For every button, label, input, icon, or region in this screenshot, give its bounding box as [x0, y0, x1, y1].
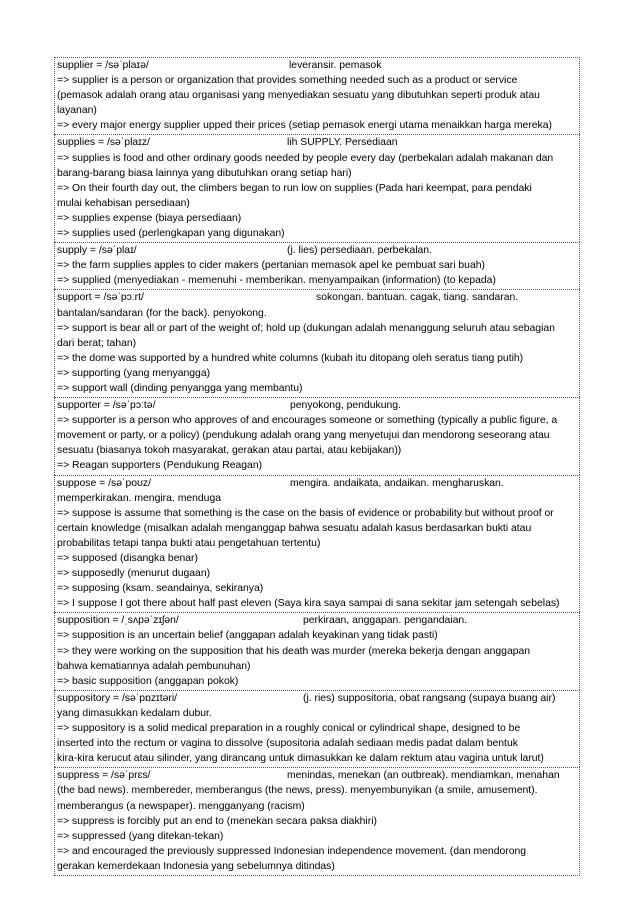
entry-header — [57, 243, 577, 258]
entry-text-line: => support wall (dinding penyangga yang membantu) — [57, 382, 303, 394]
entry-headword: supporter = /səˈpɔːtə/ — [57, 400, 156, 412]
entry-text-line: => I suppose I got there about half past eleven (Saya kira saya sampai di sana sekitar jam setengah sebelas) — [57, 598, 560, 610]
dictionary-entry — [54, 475, 580, 613]
entry-headword: support = /səˈpɔːrt/ — [57, 292, 144, 304]
dictionary-entry — [54, 397, 580, 474]
entry-header — [57, 290, 577, 305]
entry-text-line: => the farm supplies apples to cider makers (pertanian memasok apel ke pembuat sari buah) — [57, 260, 485, 272]
entry-definition: perkiraan, anggapan. pengandaian. — [303, 615, 468, 627]
entry-text-line: => Reagan supporters (Pendukung Reagan) — [57, 460, 263, 472]
entry-text-line: => basic supposition (anggapan pokok) — [57, 675, 239, 687]
entry-text-line: dari berat; tahan) — [57, 337, 137, 349]
entry-text-line: (pemasok adalah orang atau organisasi yang menyediakan sesuatu yang dibutuhkan seperti produk atau — [57, 90, 540, 102]
entry-text-line: => and encouraged the previously suppressed Indonesian independence movement. (dan mendorong — [57, 845, 527, 857]
entry-text-line: => suppressed (yang ditekan-tekan) — [57, 830, 224, 842]
entry-definition: (j. lies) persediaan. perbekalan. — [287, 245, 432, 257]
dictionary-entry — [54, 767, 580, 876]
entry-text-line: => suppress is forcibly put an end to (menekan secara paksa diakhiri) — [57, 815, 377, 827]
entry-text-line: => suppository is a solid medical preparation in a roughly conical or cylindrical shape, designed to be — [57, 723, 521, 735]
entry-text-line: yang dimasukkan kedalam dubur. — [57, 707, 212, 719]
entry-definition: menindas, menekan (an outbreak). mendiamkan, menahan — [287, 770, 560, 782]
entry-text-line: => supposedly (menurut dugaan) — [57, 568, 211, 580]
entry-headword: suppository = /səˈpɒzɪtəri/ — [57, 692, 178, 704]
entry-definition: leveransir. pemasok — [289, 60, 382, 71]
dictionary-entry — [54, 134, 580, 242]
entry-header — [57, 768, 577, 783]
entry-text-line: => supplier is a person or organization that provides something needed such as a product or service — [57, 75, 518, 87]
dictionary-entry — [54, 57, 580, 134]
entry-text-line: => suppose is assume that something is the case on the basis of evidence or probability but without proof or — [57, 507, 554, 519]
entry-header — [57, 613, 577, 628]
entry-text-line: bahwa kematiannya adalah pembunuhan) — [57, 660, 251, 672]
entry-headword: supply = /səˈplaɪ/ — [57, 245, 137, 257]
entry-text-line: mulai kehabisan persediaan) — [57, 197, 190, 209]
entry-text-line: gerakan kemerdekaan Indonesia yang sebelumnya ditindas) — [57, 860, 335, 872]
entry-text-line: layanan) — [57, 105, 97, 117]
entry-headword: supplies = /səˈplaɪz/ — [57, 137, 150, 149]
entry-text-line: => supplies is food and other ordinary goods needed by people every day (perbekalan adalah makanan dan — [57, 152, 554, 164]
entry-definition: penyokong, pendukung. — [290, 400, 401, 412]
entry-text-line: bantalan/sandaran (for the back). penyokong. — [57, 307, 267, 319]
entry-text-line: => supplied (menyediakan - memenuhi - memberikan. menyampaikan (information) (to kepada) — [57, 275, 496, 287]
entry-text-line: => On their fourth day out, the climbers began to run low on supplies (Pada hari keempat, para pendaki — [57, 182, 532, 194]
entry-text-line: => every major energy supplier upped their prices (setiap pemasok energi utama menaikkan harga mereka) — [57, 120, 552, 132]
dictionary-entry — [54, 242, 580, 289]
entry-headword: supplier = /səˈplaɪə/ — [57, 60, 149, 71]
entry-definition: (j. ries) suppositoria, obat rangsang (supaya buang air) — [303, 692, 556, 704]
dictionary-entry — [54, 612, 580, 689]
entry-text-line: => support is bear all or part of the weight of; hold up (dukungan adalah menanggung seluruh atau sebagian — [57, 322, 555, 334]
entry-text-line: => supporter is a person who approves of and encourages someone or something (typically a public figure, a — [57, 415, 558, 427]
entry-text-line: sesuatu (biasanya tokoh masyarakat, gerakan atau partai, atau kebijakan)) — [57, 445, 402, 457]
entry-text-line: memberangus (a newspaper). mengganyang (racism) — [57, 800, 305, 812]
entry-text-line: inserted into the rectum or vagina to dissolve (supositoria adalah sediaan medis padat dalam bentuk — [57, 738, 518, 750]
entry-header — [57, 58, 577, 73]
dictionary-entry — [54, 289, 580, 397]
entry-definition: sokongan. bantuan. cagak, tiang. sandaran. — [316, 292, 519, 304]
entry-text-line: movement or party, or a policy) (pendukung adalah orang yang menyetujui dan mendorong seseorang atau — [57, 430, 550, 442]
entry-header — [57, 691, 577, 706]
entry-definition: mengira. andaikata, andaikan. mengharuskan. — [290, 477, 504, 489]
entry-text-line: memperkirakan. mengira. menduga — [57, 492, 222, 504]
entry-text-line: kira-kira kerucut atau silinder, yang dirancang untuk dimasukkan ke dalam rektum atau vagina untuk larut) — [57, 753, 544, 765]
entry-header — [57, 135, 577, 150]
entry-headword: supposition = /ˌsʌpəˈzɪʃən/ — [57, 615, 179, 627]
entry-text-line: => supporting (yang menyangga) — [57, 367, 211, 379]
entry-text-line: barang-barang biasa lainnya yang dibutuhkan orang setiap hari) — [57, 167, 352, 179]
entry-headword: suppress = /səˈprɛs/ — [57, 770, 151, 782]
entry-text-line: => supplies expense (biaya persediaan) — [57, 212, 242, 224]
entry-text-line: => they were working on the supposition that his death was murder (mereka bekerja dengan anggapan — [57, 645, 531, 657]
entry-text-line: => the dome was supported by a hundred white columns (kubah itu ditopang oleh seratus tiang putih) — [57, 352, 524, 364]
entry-text-line: certain knowledge (misalkan adalah menganggap bahwa sesuatu adalah kasus berdasarkan bukti atau — [57, 522, 532, 534]
entry-text-line: (the bad news). membereder, memberangus (the news, press). menyembunyikan (a smile, amusement). — [57, 785, 538, 797]
entry-text-line: => supposition is an uncertain belief (anggapan adalah keyakinan yang tidak pasti) — [57, 630, 438, 642]
entry-headword: suppose = /səˈpoʊz/ — [57, 477, 151, 489]
entry-text-line: => supposing (ksam. seandainya, sekiranya) — [57, 583, 264, 595]
entry-text-line: => supposed (disangka benar) — [57, 553, 198, 564]
entry-text-line: => supplies used (perlengkapan yang digunakan) — [57, 228, 285, 240]
entry-text-line: probabilitas tetapi tanpa bukti atau pengetahuan tertentu) — [57, 537, 321, 549]
entry-header — [57, 476, 577, 491]
dictionary-entry — [54, 690, 580, 767]
entry-definition: lih SUPPLY. Persediaan — [287, 137, 398, 149]
entry-header — [57, 398, 577, 413]
dictionary-page — [54, 57, 580, 876]
